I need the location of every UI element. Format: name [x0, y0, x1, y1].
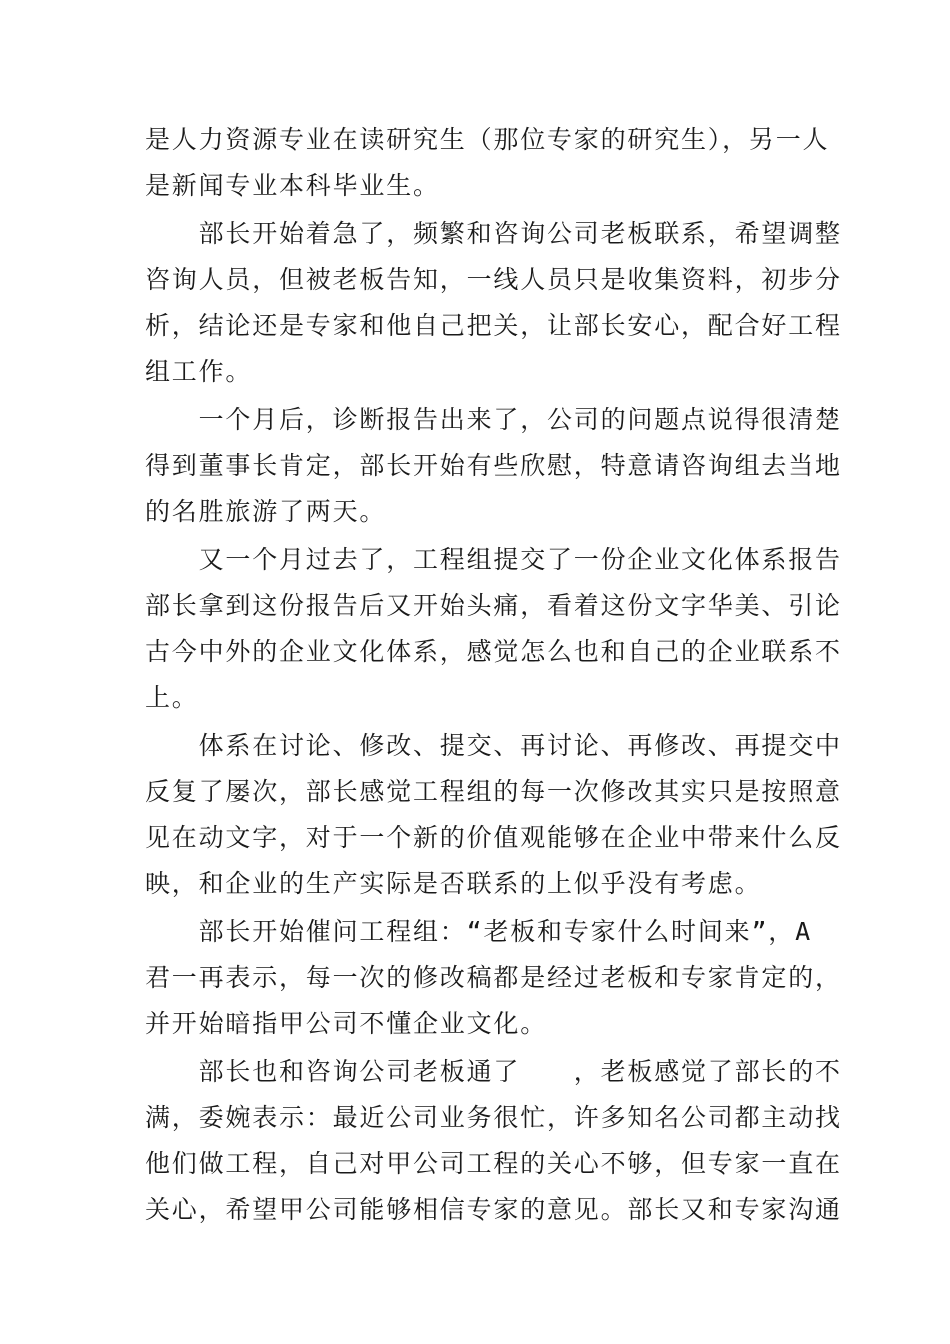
text-line: 析，结论还是专家和他自己把关，让部长安心，配合好工程: [145, 311, 842, 340]
text-line: 古今中外的企业文化体系，感觉怎么也和自己的企业联系不: [145, 637, 842, 666]
text-line: 君一再表示，每一次的修改稿都是经过老板和专家肯定的，: [145, 963, 842, 992]
text-line: 的名胜旅游了两天。: [145, 497, 387, 526]
text-line: 得到董事长肯定，部长开始有些欣慰，特意请咨询组去当地: [145, 451, 842, 480]
text-line: 部长开始着急了，频繁和咨询公司老板联系，希望调整: [145, 219, 842, 248]
text-line: 上。: [145, 683, 199, 712]
text-line: 部长拿到这份报告后又开始头痛，看着这份文字华美、引论: [145, 591, 842, 620]
text-line: 体系在讨论、修改、提交、再讨论、再修改、再提交中: [145, 731, 842, 760]
text-line: 映，和企业的生产实际是否联系的上似乎没有考虑。: [145, 869, 762, 898]
text-line: 满，委婉表示：最近公司业务很忙，许多知名公司都主动找: [145, 1103, 842, 1132]
text-line: 咨询人员，但被老板告知，一线人员只是收集资料，初步分: [145, 265, 842, 294]
text-line: 是新闻专业本科毕业生。: [145, 171, 440, 200]
text-line: 并开始暗指甲公司不懂企业文化。: [145, 1009, 548, 1038]
text-line: 是人力资源专业在读研究生（那位专家的研究生），另一人: [145, 125, 830, 154]
text-line: 关心，希望甲公司能够相信专家的意见。部长又和专家沟通: [145, 1195, 842, 1224]
text-line: 见在动文字，对于一个新的价值观能够在企业中带来什么反: [145, 823, 842, 852]
text-line: 一个月后，诊断报告出来了，公司的问题点说得很清楚: [145, 405, 842, 434]
text-line: 部长开始催问工程组：“老板和专家什么时间来”，A: [145, 917, 812, 946]
text-line: 又一个月过去了，工程组提交了一份企业文化体系报告: [145, 545, 842, 574]
text-line: 他们做工程，自己对甲公司工程的关心不够，但专家一直在: [145, 1149, 842, 1178]
text-line: 反复了屡次，部长感觉工程组的每一次修改其实只是按照意: [145, 777, 842, 806]
text-line: 组工作。: [145, 357, 253, 386]
text-line: 部长也和咨询公司老板通了 ，老板感觉了部长的不: [145, 1057, 842, 1086]
